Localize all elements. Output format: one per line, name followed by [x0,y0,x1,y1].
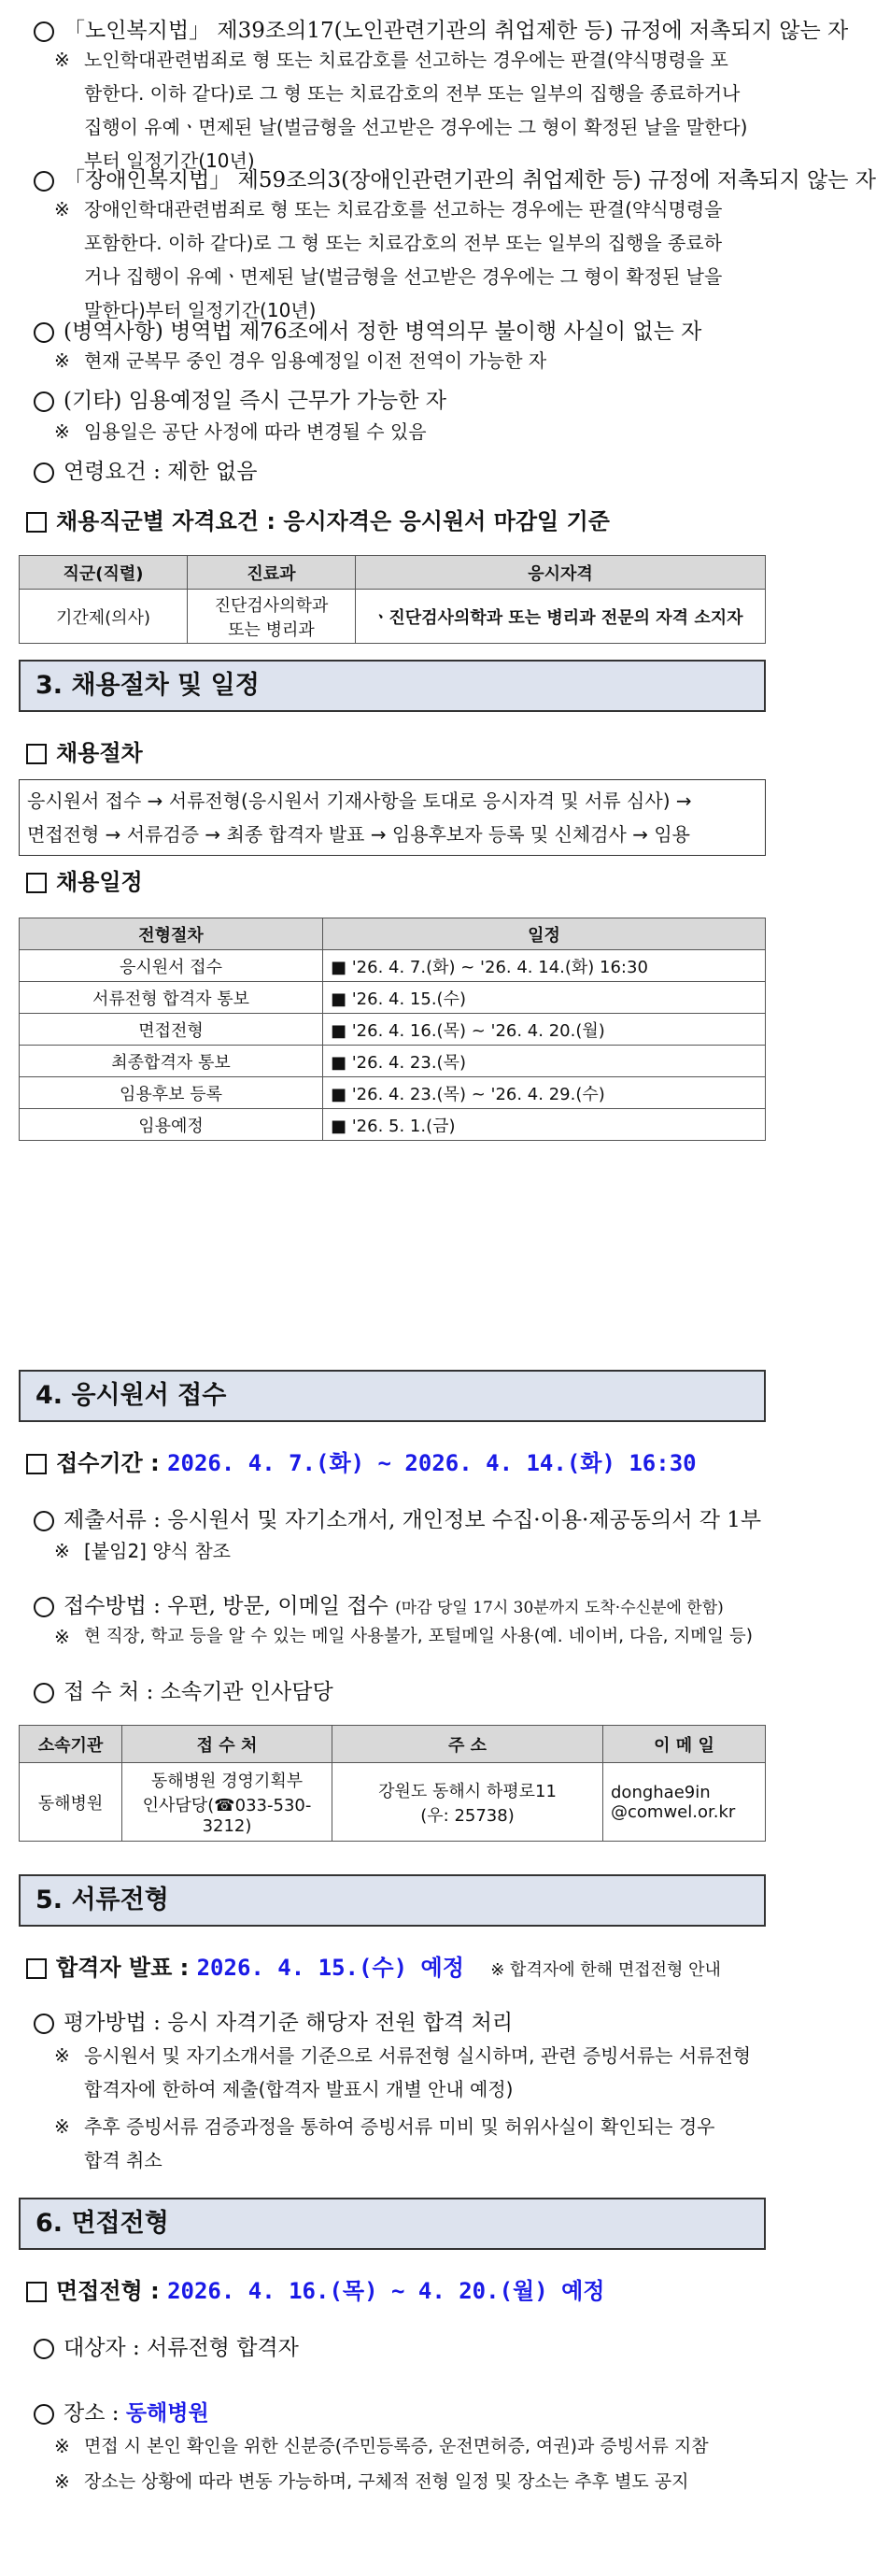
schedule-date: ■ '26. 4. 23.(목) [323,1046,766,1077]
schedule-date: ■ '26. 4. 7.(화) ~ '26. 4. 14.(화) 16:30 [323,950,766,982]
qual-header-requirement: 응시자격 [356,556,766,590]
note-military: 현재 군복무 중인 경우 임용예정일 이전 전역이 가능한 자 [84,349,547,372]
circle-bullet-icon [34,391,54,412]
circle-bullet-icon [34,1511,54,1531]
schedule-date: ■ '26. 5. 1.(금) [323,1109,766,1141]
section-4-header: 4. 응시원서 접수 [19,1370,766,1422]
reference-mark-icon: ※ [54,1626,70,1648]
reference-mark-icon: ※ [54,349,70,372]
submit-method: 접수방법 : 우편, 방문, 이메일 접수 (마감 당일 17시 30분까지 도착·수신분에 한함) [34,1592,724,1622]
submit-docs: 제출서류 : 응시원서 및 자기소개서, 개인정보 수집·이용·제공동의서 각 1부 [34,1506,761,1534]
reception-cell-address: 강원도 동해시 하평로11 (우: 25738) [332,1763,603,1842]
note-other: 임용일은 공단 사정에 따라 변경될 수 있음 [84,420,427,443]
reference-mark-icon: ※ [54,2044,70,2067]
qual-table-title: 채용직군별 자격요건 : 응시자격은 응시원서 마감일 기준 [26,506,610,536]
schedule-date: ■ '26. 4. 15.(수) [323,982,766,1014]
square-bullet-icon: ■ [331,1116,352,1136]
interview-place: 장소 : 동해병원 [34,2399,209,2427]
document-result: 합격자 발표 : 2026. 4. 15.(수) 예정 ※ 합격자에 한해 면접전형 안내 [26,1953,721,1985]
schedule-step: 임용후보 등록 [20,1077,323,1109]
reference-mark-icon: ※ [54,2115,70,2138]
circle-bullet-icon [34,1597,54,1617]
square-bullet-icon [26,873,47,893]
square-bullet-icon: ■ [331,957,352,977]
reference-mark-icon: ※ [54,2435,70,2457]
qual-item-age: 연령요건 : 제한 없음 [34,458,257,486]
evaluation-note-2: 추후 증빙서류 검증과정을 통하여 증빙서류 미비 및 허위사실이 확인되는 경우 합격 취소 [84,2115,715,2171]
square-bullet-icon [26,2282,47,2302]
schedule-title: 채용일정 [26,867,143,897]
square-bullet-icon [26,1958,47,1979]
schedule-step: 서류전형 합격자 통보 [20,982,323,1014]
circle-bullet-icon [34,322,54,343]
note-disability-law: 장애인학대관련범죄로 형 또는 치료감호를 선고하는 경우에는 판결(약식명령을 포함한다. 이하 같다)로 그 형 또는 치료감호의 전부 또는 일부의 집행을 종료하 거나 집행이 유예ㆍ면제된 날(벌금형을 선고받은 경우에는 그 형이 확정된 날을 말한다)부터 일정기간(10년) [84,198,723,321]
reception-cell-place: 동해병원 경영기획부 인사담당(☎033-530-3212) [122,1763,332,1842]
reception-cell-org: 동해병원 [20,1763,122,1842]
circle-bullet-icon [34,2339,54,2359]
reference-mark-icon: ※ [54,2470,70,2493]
qual-item-other: (기타) 임용예정일 즉시 근무가 가능한 자 [34,387,446,415]
reception-cell-email[interactable]: donghae9in @comwel.or.kr [603,1763,766,1842]
schedule-header-step: 전형절차 [20,918,323,950]
qual-item-disability-law: 「장애인복지법」 제59조의3(장애인관련기관의 취업제한 등) 규정에 저촉되지 않는 자 [34,166,876,194]
circle-bullet-icon [34,21,54,42]
application-period: 접수기간 : 2026. 4. 7.(화) ~ 2026. 4. 14.(화) 16:30 [26,1448,697,1478]
evaluation-note-1: 응시원서 및 자기소개서를 기준으로 서류전형 실시하며, 관련 증빙서류는 서류전형 합격자에 한하여 제출(합격자 발표시 개별 안내 예정) [84,2044,752,2100]
interview-note-1: 면접 시 본인 확인을 위한 신분증(주민등록증, 운전면허증, 여권)과 증빙서류 지참 [84,2436,709,2456]
section-5-header: 5. 서류전형 [19,1874,766,1927]
qual-header-group: 직군(직렬) [20,556,188,590]
section-6-header: 6. 면접전형 [19,2198,766,2250]
procedure-title: 채용절차 [26,738,143,768]
schedule-step: 최종합격자 통보 [20,1046,323,1077]
note-elder-law: 노인학대관련범죄로 형 또는 치료감호를 선고하는 경우에는 판결(약식명령을 포 함한다. 이하 같다)로 그 형 또는 치료감호의 전부 또는 일부의 집행을 종료하거나 집행이 유예ㆍ면제된 날(벌금형을 선고받은 경우에는 그 형이 확정된 날을 말한다) 부터 일정기간(10년) [84,49,748,172]
qual-table [19,555,766,644]
circle-bullet-icon [34,1683,54,1703]
docs-note: [붙임2] 양식 참조 [84,1540,231,1562]
reception-header-address: 주 소 [332,1726,603,1763]
square-bullet-icon: ■ [331,1084,352,1104]
reference-mark-icon: ※ [54,1540,70,1562]
square-bullet-icon [26,744,47,764]
circle-bullet-icon [34,463,54,483]
qual-item-elder-law: 「노인복지법」 제39조의17(노인관련기관의 취업제한 등) 규정에 저촉되지 않는 자 [34,17,848,45]
procedure-box: 응시원서 접수 → 서류전형(응시원서 기재사항을 토대로 응시자격 및 서류 심사) → 면접전형 → 서류검증 → 최종 합격자 발표 → 임용후보자 등록 및 신체검사 → 임용 [19,779,766,856]
reception-table [19,1725,766,1842]
schedule-header-date: 일정 [323,918,766,950]
reference-mark-icon: ※ [54,49,70,71]
square-bullet-icon [26,512,47,533]
schedule-date: ■ '26. 4. 23.(목) ~ '26. 4. 29.(수) [323,1077,766,1109]
submit-place: 접 수 처 : 소속기관 인사담당 [34,1678,333,1706]
square-bullet-icon [26,1454,47,1474]
schedule-step: 임용예정 [20,1109,323,1141]
circle-bullet-icon [34,2404,54,2425]
qual-cell-group: 기간제(의사) [20,590,188,644]
reception-header-place: 접 수 처 [122,1726,332,1763]
interview-target: 대상자 : 서류전형 합격자 [34,2334,299,2362]
interview-period: 면접전형 : 2026. 4. 16.(목) ~ 4. 20.(월) 예정 [26,2276,604,2306]
square-bullet-icon: ■ [331,1020,352,1041]
qual-header-dept: 진료과 [188,556,356,590]
schedule-step: 응시원서 접수 [20,950,323,982]
reference-mark-icon: ※ [54,198,70,221]
interview-note-2: 장소는 상황에 따라 변동 가능하며, 구체적 전형 일정 및 장소는 추후 별도 공지 [84,2471,689,2492]
square-bullet-icon: ■ [331,989,352,1009]
section-3-header: 3. 채용절차 및 일정 [19,660,766,712]
square-bullet-icon: ■ [331,1052,352,1073]
reference-mark-icon: ※ [54,420,70,443]
circle-bullet-icon [34,2014,54,2034]
qual-item-military: (병역사항) 병역법 제76조에서 정한 병역의무 불이행 사실이 없는 자 [34,318,701,346]
schedule-table [19,918,766,1141]
evaluation-method: 평가방법 : 응시 자격기준 해당자 전원 합격 처리 [34,2009,513,2037]
method-note: 현 직장, 학교 등을 알 수 있는 메일 사용불가, 포털메일 사용(예. 네이버, 다음, 지메일 등) [84,1627,753,1646]
reception-header-org: 소속기관 [20,1726,122,1763]
qual-cell-requirement: ㆍ진단검사의학과 또는 병리과 전문의 자격 소지자 [356,590,766,644]
schedule-step: 면접전형 [20,1014,323,1046]
circle-bullet-icon [34,171,54,192]
schedule-date: ■ '26. 4. 16.(목) ~ '26. 4. 20.(월) [323,1014,766,1046]
qual-cell-dept: 진단검사의학과 또는 병리과 [188,590,356,644]
reception-header-email: 이 메 일 [603,1726,766,1763]
